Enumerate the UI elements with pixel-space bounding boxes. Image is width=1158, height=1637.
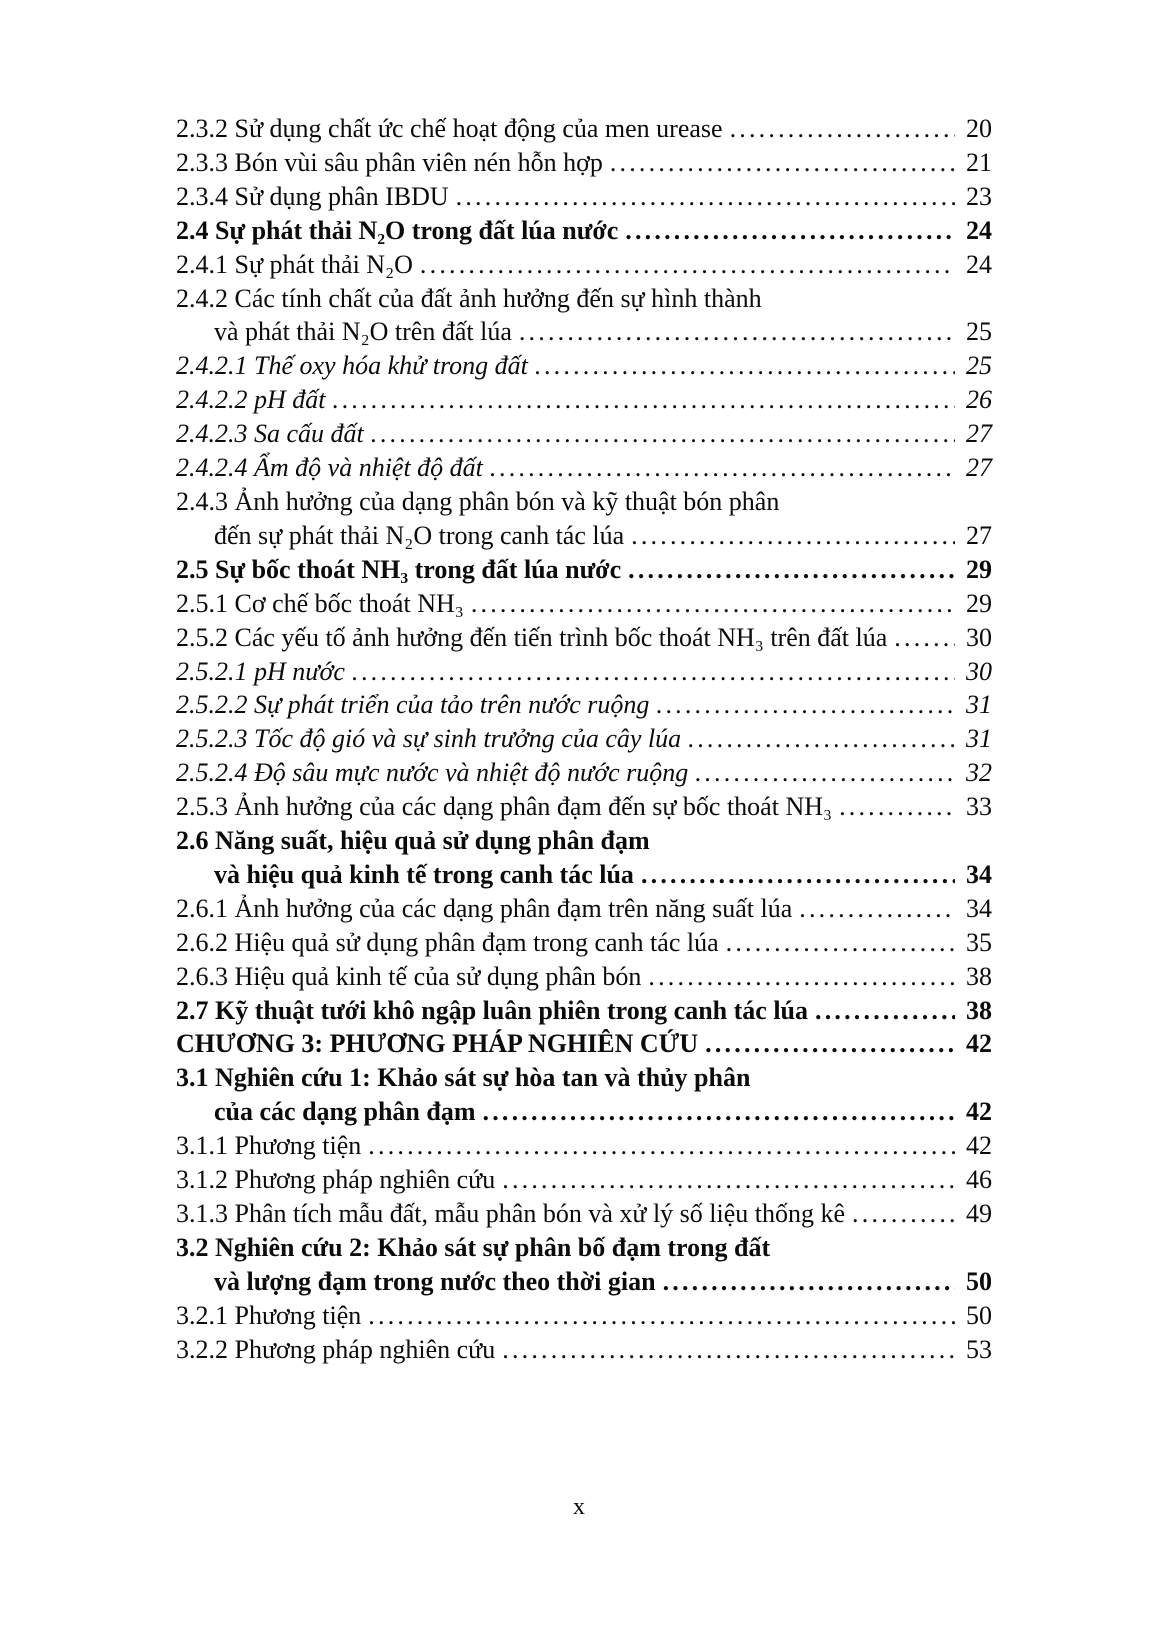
toc-entry-page: 38 <box>966 995 992 1025</box>
page-number-footer: x <box>573 1494 585 1520</box>
toc-row <box>176 451 992 485</box>
toc-entry-title: 2.5.2.2 Sự phát triển của tảo trên nước ruộng <box>176 690 650 720</box>
toc-entry-title: 2.3.2 Sử dụng chất ức chế hoạt động của men urease <box>176 114 723 143</box>
toc-row <box>176 1265 992 1299</box>
toc-entry-title: 2.6.2 Hiệu quả sử dụng phân đạm trong canh tác lúa <box>176 927 719 957</box>
dot-leader <box>333 383 956 417</box>
toc-row <box>176 655 992 689</box>
dot-leader <box>535 349 955 383</box>
toc-entry-page: 31 <box>966 690 992 720</box>
toc-entry-title: 3.2 Nghiên cứu 2: Khảo sát sự phân bố đạm trong đất <box>176 1232 771 1262</box>
toc-entry-title: 2.6 Năng suất, hiệu quả sử dụng phân đạm <box>176 826 650 856</box>
toc-row <box>176 417 992 451</box>
toc-entry-page: 29 <box>966 588 992 618</box>
dot-leader <box>471 587 955 621</box>
toc-entry-title: 2.4.2.3 Sa cấu đất <box>176 419 364 449</box>
toc-entry-page: 50 <box>966 1300 992 1330</box>
toc-entry-page: 25 <box>966 351 992 381</box>
toc-entry-title: 2.4.2.4 Ẩm độ và nhiệt độ đất <box>176 453 483 483</box>
dot-leader <box>610 146 955 180</box>
toc-entry-page: 42 <box>966 1131 992 1161</box>
toc-entry-page: 25 <box>966 317 992 347</box>
toc-entry-title: 2.6.1 Ảnh hưởng của các dạng phân đạm trên năng suất lúa <box>176 893 793 923</box>
dot-leader <box>368 1129 955 1163</box>
toc-row <box>176 1163 992 1197</box>
toc-row <box>176 892 992 926</box>
dot-leader <box>663 1265 955 1299</box>
toc-row <box>176 112 992 146</box>
toc-row <box>176 146 992 180</box>
toc-entry-page: 30 <box>966 622 992 652</box>
dot-leader <box>625 214 955 248</box>
toc-entry-title: 2.4.2.2 pH đất <box>176 385 326 415</box>
dot-leader <box>852 1197 955 1231</box>
toc-entry-title: 2.5.3 Ảnh hưởng của các dạng phân đạm đến sự bốc thoát NH₃ <box>176 792 833 822</box>
toc-row <box>176 1299 992 1333</box>
toc-entry-page: 46 <box>966 1165 992 1195</box>
toc-entry-title: 2.4.3 Ảnh hưởng của dạng phân bón và kỹ thuật bón phân <box>176 486 780 516</box>
toc-entry-page: 24 <box>966 215 992 245</box>
toc-row <box>176 1095 992 1129</box>
toc-entry-page: 49 <box>966 1199 992 1228</box>
toc-entry-title: 3.1.2 Phương pháp nghiên cứu <box>176 1165 496 1195</box>
toc-row <box>176 1027 992 1061</box>
toc-entry-page: 27 <box>966 520 992 550</box>
dot-leader <box>726 926 955 960</box>
toc-entry-title: 2.5.2.1 pH nước <box>176 656 345 686</box>
toc-row <box>176 282 992 316</box>
toc-entry-title: của các dạng phân đạm <box>214 1097 476 1127</box>
toc-row <box>176 722 992 756</box>
toc-entry-title: 3.1 Nghiên cứu 1: Khảo sát sự hòa tan và thủy phân <box>176 1063 751 1093</box>
toc-entry-title: CHƯƠNG 3: PHƯƠNG PHÁP NGHIÊN CỨU <box>176 1029 699 1059</box>
toc-row <box>176 790 992 824</box>
toc-entry-page: 53 <box>966 1334 992 1364</box>
toc-entry-title: 3.1.1 Phương tiện <box>176 1131 362 1161</box>
dot-leader <box>815 994 955 1028</box>
dot-leader <box>519 315 955 349</box>
toc-entry-title: đến sự phát thải N₂O trong canh tác lúa <box>214 520 625 550</box>
table-of-contents <box>176 112 992 1367</box>
toc-entry-page: 23 <box>966 181 992 211</box>
toc-entry-title: 2.4.1 Sự phát thải N₂O <box>176 249 413 279</box>
toc-entry-title: 2.4 Sự phát thải N₂O trong đất lúa nước <box>176 215 619 245</box>
toc-row <box>176 485 992 519</box>
dot-leader <box>656 688 955 722</box>
toc-row <box>176 519 992 553</box>
dot-leader <box>371 417 955 451</box>
toc-entry-page: 34 <box>966 893 992 923</box>
dot-leader <box>483 1095 956 1129</box>
toc-row <box>176 587 992 621</box>
toc-entry-title: 2.5 Sự bốc thoát NH₃ trong đất lúa nước <box>176 554 622 584</box>
dot-leader <box>641 858 955 892</box>
dot-leader <box>420 248 955 282</box>
toc-row <box>176 315 992 349</box>
toc-entry-title: 2.5.2 Các yếu tố ảnh hưởng đến tiến trình bốc thoát NH₃ trên đất lúa <box>176 622 888 652</box>
toc-entry-page: 38 <box>966 961 992 991</box>
toc-row <box>176 824 992 858</box>
toc-row <box>176 180 992 214</box>
toc-entry-title: 2.3.3 Bón vùi sâu phân viên nén hỗn hợp <box>176 147 603 177</box>
dot-leader <box>456 180 955 214</box>
dot-leader <box>368 1299 955 1333</box>
dot-leader <box>502 1333 955 1367</box>
toc-entry-page: 50 <box>966 1266 992 1296</box>
toc-row <box>176 688 992 722</box>
toc-entry-page: 32 <box>966 758 992 788</box>
toc-row <box>176 1333 992 1367</box>
toc-row <box>176 926 992 960</box>
toc-entry-page: 31 <box>966 724 992 754</box>
toc-entry-page: 42 <box>966 1029 992 1059</box>
toc-entry-title: và hiệu quả kinh tế trong canh tác lúa <box>214 859 634 889</box>
toc-entry-title: 2.4.2.1 Thế oxy hóa khử trong đất <box>176 351 528 381</box>
toc-entry-title: 2.3.4 Sử dụng phân IBDU <box>176 181 449 211</box>
toc-entry-title: 2.6.3 Hiệu quả kinh tế của sử dụng phân bón <box>176 961 642 991</box>
dot-leader <box>839 790 955 824</box>
toc-row <box>176 1061 992 1095</box>
toc-row <box>176 383 992 417</box>
toc-entry-title: 3.1.3 Phân tích mẫu đất, mẫu phân bón và xử lý số liệu thống kê <box>176 1199 846 1228</box>
toc-entry-page: 30 <box>966 656 992 686</box>
toc-row <box>176 349 992 383</box>
dot-leader <box>502 1163 955 1197</box>
toc-row <box>176 960 992 994</box>
toc-entry-page: 24 <box>966 249 992 279</box>
toc-entry-page: 20 <box>966 114 992 143</box>
toc-row <box>176 621 992 655</box>
dot-leader <box>730 112 955 146</box>
toc-entry-page: 33 <box>966 792 992 822</box>
toc-entry-page: 29 <box>966 554 992 584</box>
dot-leader <box>631 519 955 553</box>
toc-entry-page: 42 <box>966 1097 992 1127</box>
toc-entry-page: 26 <box>966 385 992 415</box>
toc-row <box>176 756 992 790</box>
toc-entry-page: 34 <box>966 859 992 889</box>
toc-entry-title: 2.5.2.3 Tốc độ gió và sự sinh trưởng của cây lúa <box>176 724 682 754</box>
toc-row <box>176 1197 992 1231</box>
toc-entry-title: và phát thải N₂O trên đất lúa <box>214 317 512 347</box>
toc-entry-title: 2.5.1 Cơ chế bốc thoát NH₃ <box>176 588 464 618</box>
toc-entry-title: 2.5.2.4 Độ sâu mực nước và nhiệt độ nước ruộng <box>176 758 689 788</box>
toc-entry-title: 3.2.2 Phương pháp nghiên cứu <box>176 1334 496 1364</box>
dot-leader <box>648 960 955 994</box>
toc-entry-page: 21 <box>966 147 992 177</box>
toc-entry-title: 2.7 Kỹ thuật tưới khô ngập luân phiên trong canh tác lúa <box>176 995 808 1025</box>
toc-row <box>176 1231 992 1265</box>
toc-row <box>176 1129 992 1163</box>
toc-row <box>176 858 992 892</box>
toc-entry-title: 3.2.1 Phương tiện <box>176 1300 362 1330</box>
toc-row <box>176 553 992 587</box>
dot-leader <box>695 756 955 790</box>
dot-leader <box>705 1027 955 1061</box>
toc-entry-title: 2.4.2 Các tính chất của đất ảnh hưởng đến sự hình thành <box>176 283 762 313</box>
dot-leader <box>352 655 955 689</box>
dot-leader <box>894 621 955 655</box>
dot-leader <box>688 722 955 756</box>
dot-leader <box>628 553 955 587</box>
toc-entry-page: 35 <box>966 927 992 957</box>
toc-entry-page: 27 <box>966 453 992 483</box>
toc-entry-page: 27 <box>966 419 992 449</box>
toc-row <box>176 248 992 282</box>
toc-row <box>176 214 992 248</box>
dot-leader <box>490 451 955 485</box>
toc-row <box>176 994 992 1028</box>
toc-entry-title: và lượng đạm trong nước theo thời gian <box>214 1266 656 1296</box>
dot-leader <box>799 892 955 926</box>
